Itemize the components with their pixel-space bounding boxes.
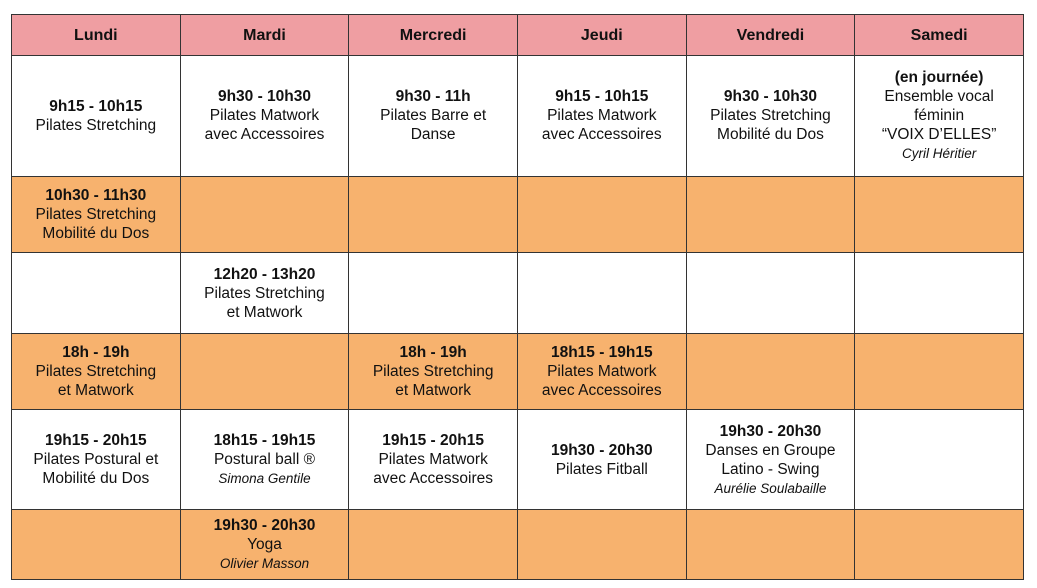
schedule-cell (12, 410, 181, 509)
class-time: 9h15 - 10h15 (49, 97, 143, 115)
schedule-cell (517, 334, 686, 410)
schedule-cell (12, 56, 181, 177)
class-name: Pilates Stretching et Matwork (35, 363, 157, 400)
schedule-cell (180, 176, 349, 252)
schedule-row (12, 334, 1024, 410)
schedule-cell (855, 176, 1024, 252)
schedule-body (12, 56, 1024, 580)
schedule-cell (349, 176, 518, 252)
schedule-cell (517, 410, 686, 509)
schedule-row (12, 509, 1024, 579)
class-time: 18h15 - 19h15 (550, 344, 653, 362)
day-header-lundi: Lundi (12, 15, 181, 56)
class-time: 9h30 - 11h (395, 88, 471, 106)
class-name: Danses en Groupe Latino - Swing (705, 441, 836, 478)
class-time: 18h15 - 19h15 (213, 432, 316, 450)
class-time: 19h30 - 20h30 (719, 422, 822, 440)
class-name: Pilates Matwork avec Accessoires (541, 363, 662, 400)
class-time: 19h30 - 20h30 (550, 441, 653, 459)
schedule-cell (12, 509, 181, 579)
schedule-cell (180, 410, 349, 509)
schedule-cell (855, 56, 1024, 177)
schedule-cell (349, 253, 518, 334)
schedule-cell (855, 253, 1024, 334)
teacher-name: Simona Gentile (218, 471, 311, 487)
class-time: 18h - 19h (62, 344, 130, 362)
weekly-schedule-table (11, 14, 1024, 580)
class-name: Pilates Postural et Mobilité du Dos (33, 451, 159, 488)
class-time: 10h30 - 11h30 (45, 187, 147, 205)
class-name: Pilates Matwork avec Accessoires (204, 107, 325, 144)
class-time: 9h30 - 10h30 (217, 88, 312, 106)
schedule-cell (180, 253, 349, 334)
class-time: 18h - 19h (399, 344, 467, 362)
day-header-samedi: Samedi (855, 15, 1024, 56)
class-name: Ensemble vocal féminin “VOIX D’ELLES” (881, 88, 997, 144)
schedule-cell (855, 509, 1024, 579)
day-header-jeudi: Jeudi (517, 15, 686, 56)
class-name: Pilates Matwork avec Accessoires (373, 451, 494, 488)
class-name: Pilates Stretching Mobilité du Dos (710, 107, 831, 144)
class-name: Postural ball ® (213, 451, 315, 469)
header-row (12, 15, 1024, 56)
teacher-name: Aurélie Soulabaille (714, 480, 827, 496)
schedule-cell (686, 253, 855, 334)
class-time: (en journée) (894, 69, 984, 87)
schedule-cell (855, 334, 1024, 410)
class-time: 19h15 - 20h15 (382, 432, 484, 450)
class-name: Yoga (247, 535, 282, 553)
class-time: 9h30 - 10h30 (723, 88, 817, 106)
teacher-name: Olivier Masson (219, 555, 310, 571)
day-header-mardi: Mardi (180, 15, 349, 56)
day-header-vendredi: Vendredi (686, 15, 855, 56)
schedule-cell (686, 509, 855, 579)
schedule-header (12, 15, 1024, 56)
schedule-row (12, 56, 1024, 177)
class-name: Pilates Matwork avec Accessoires (541, 107, 662, 144)
schedule-cell (349, 56, 518, 177)
schedule-cell (686, 176, 855, 252)
schedule-cell (855, 410, 1024, 509)
schedule-cell (517, 176, 686, 252)
schedule-cell (12, 176, 181, 252)
class-name: Pilates Fitball (555, 460, 648, 478)
schedule-row (12, 410, 1024, 509)
class-name: Pilates Stretching Mobilité du Dos (35, 206, 157, 243)
class-name: Pilates Stretching (35, 116, 157, 134)
schedule-row (12, 176, 1024, 252)
schedule-cell (180, 509, 349, 579)
schedule-cell (517, 56, 686, 177)
teacher-name: Cyril Héritier (901, 146, 977, 162)
schedule-cell (517, 253, 686, 334)
class-time: 12h20 - 13h20 (213, 265, 316, 283)
schedule-cell (12, 253, 181, 334)
class-time: 9h15 - 10h15 (555, 88, 649, 106)
schedule-cell (349, 410, 518, 509)
class-name: Pilates Stretching et Matwork (204, 284, 325, 321)
class-time: 19h30 - 20h30 (213, 516, 316, 534)
schedule-cell (180, 56, 349, 177)
schedule-cell (517, 509, 686, 579)
schedule-cell (180, 334, 349, 410)
schedule-cell (686, 410, 855, 509)
class-name: Pilates Stretching et Matwork (372, 363, 494, 400)
class-time: 19h15 - 20h15 (44, 432, 147, 450)
schedule-cell (12, 334, 181, 410)
schedule-cell (349, 509, 518, 579)
schedule-cell (686, 56, 855, 177)
schedule-cell (686, 334, 855, 410)
class-name: Pilates Barre et Danse (380, 107, 487, 144)
schedule-cell (349, 334, 518, 410)
schedule-row (12, 253, 1024, 334)
day-header-mercredi: Mercredi (349, 15, 518, 56)
